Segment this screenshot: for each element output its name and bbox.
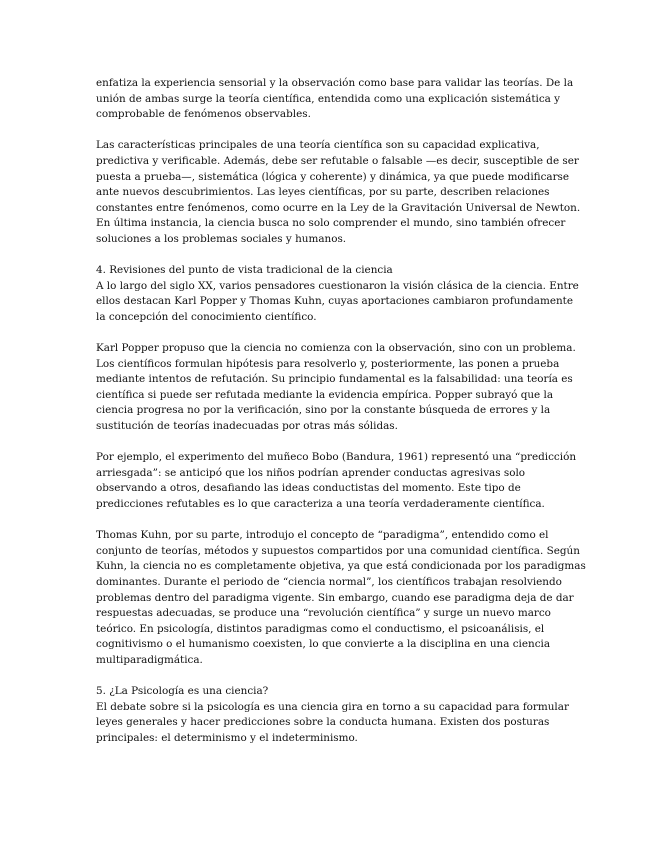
text-line: la concepción del conocimiento científico. (96, 310, 317, 323)
paragraph-thomas-kuhn (96, 528, 586, 668)
text-line: soluciones a los problemas sociales y humanos. (96, 232, 347, 245)
text-line: respuestas adecuadas, se produce una “revolución científica” y surge un nuevo marco (96, 607, 551, 620)
text-line: dominantes. Durante el periodo de “ciencia normal”, los científicos trabajan resolviendo (96, 576, 562, 588)
section-heading: 4. Revisiones del punto de vista tradicional de la ciencia (96, 264, 393, 277)
paragraph-karl-popper (96, 341, 576, 435)
paragraph-empirismo-cierre (96, 76, 574, 123)
text-line: Los científicos formulan hipótesis para resolverlo y, posteriormente, las ponen a prueba (96, 357, 560, 370)
text-line: enfatiza la experiencia sensorial y la observación como base para validar las teorías. De la (96, 77, 574, 89)
text-line: ellos destacan Karl Popper y Thomas Kuhn, cuyas aportaciones cambiaron profundamente (96, 295, 573, 308)
text-line: leyes generales y hacer predicciones sobre la conducta humana. Existen dos posturas (96, 716, 550, 729)
text-line: mediante intentos de refutación. Su principio fundamental es la falsabilidad: una teoría es (96, 373, 573, 386)
text-line: multiparadigmática. (96, 653, 203, 666)
text-line: observando a otros, desafiando las ideas conductistas del momento. Este tipo de (96, 482, 521, 495)
section-5-psicologia-ciencia (96, 684, 569, 746)
text-line: ciencia progresa no por la verificación, sino por la constante búsqueda de errores y la (96, 404, 551, 417)
text-line: predicciones refutables es lo que caracteriza a una teoría verdaderamente científica. (96, 498, 545, 511)
text-line: unión de ambas surge la teoría científica, entendida como una explicación sistemática y (96, 92, 561, 105)
text-line: cognitivismo o el humanismo coexisten, lo que convierte a la disciplina en una ciencia (96, 638, 551, 651)
section-4-revisiones (96, 263, 579, 325)
section-heading: 5. ¿La Psicología es una ciencia? (96, 685, 269, 698)
paragraph-muneco-bobo (96, 450, 577, 512)
text-line: Las características principales de una teoría científica son su capacidad explicativa, (96, 139, 540, 152)
text-line: arriesgada”: se anticipó que los niños podrían aprender conductas agresivas solo (96, 466, 526, 479)
text-line: teórico. En psicología, distintos paradigmas como el conductismo, el psicoanálisis, el (96, 622, 545, 635)
text-line: constantes entre fenómenos, como ocurre en la Ley de la Gravitación Universal de Newton. (96, 201, 581, 214)
text-line: predictiva y verificable. Además, debe ser refutable o falsable —es decir, susceptible de ser (96, 154, 579, 167)
text-line: principales: el determinismo y el indeterminismo. (96, 731, 358, 744)
text-line: Karl Popper propuso que la ciencia no comienza con la observación, sino con un problema. (96, 342, 576, 355)
text-line: ante nuevos descubrimientos. Las leyes científicas, por su parte, describen relaciones (96, 186, 550, 199)
text-line: problemas dentro del paradigma vigente. Sin embargo, cuando ese paradigma deja de dar (96, 591, 574, 604)
text-line: comprobable de fenómenos observables. (96, 108, 311, 121)
text-line: científica si puede ser refutada mediante la evidencia empírica. Popper subrayó que la (96, 388, 554, 401)
paragraph-caracteristicas-teoria (96, 138, 581, 247)
text-line: El debate sobre si la psicología es una ciencia gira en torno a su capacidad para formular (96, 700, 569, 713)
text-line: A lo largo del siglo XX, varios pensadores cuestionaron la visión clásica de la ciencia. Entre (96, 279, 579, 292)
text-line: sustitución de teorías inadecuadas por otras más sólidas. (96, 420, 398, 433)
text-line: puesta a prueba—, sistemática (lógica y coherente) y dinámica, ya que puede modificarse (96, 170, 570, 183)
text-line: Kuhn, la ciencia no es completamente objetiva, ya que está condicionada por los paradigmas (96, 560, 586, 573)
text-line: En última instancia, la ciencia busca no solo comprender el mundo, sino también ofrecer (96, 217, 566, 230)
text-line: conjunto de teorías, métodos y supuestos compartidos por una comunidad científica. Según (96, 544, 580, 557)
text-line: Thomas Kuhn, por su parte, introdujo el concepto de “paradigma”, entendido como el (96, 529, 549, 542)
text-line: Por ejemplo, el experimento del muñeco Bobo (Bandura, 1961) representó una “predicción (96, 451, 577, 464)
